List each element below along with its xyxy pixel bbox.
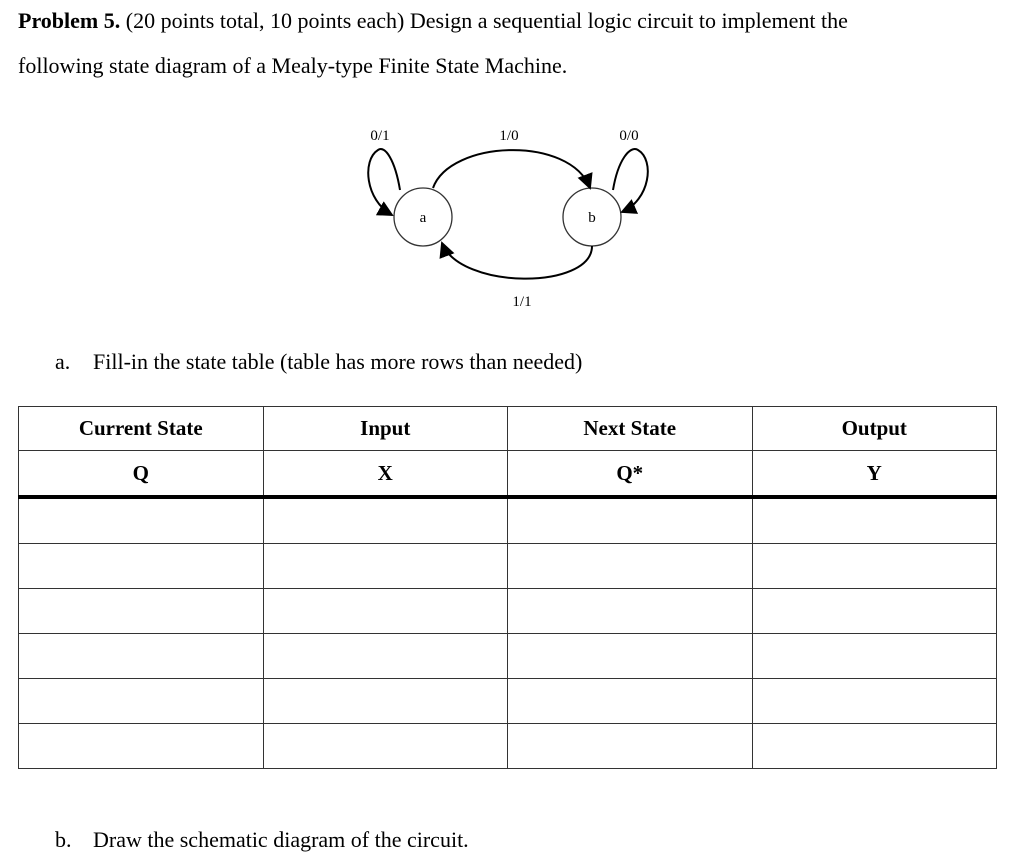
table-cell[interactable] [19,724,264,769]
table-cell[interactable] [263,724,508,769]
table-cell[interactable] [752,589,997,634]
table-cell[interactable] [19,679,264,724]
problem-line2: following state diagram of a Mealy-type Finite State Machine. [18,53,568,78]
header-output: Output [752,407,997,451]
part-a-marker: a. [55,349,71,374]
table-cell[interactable] [19,544,264,589]
symbol-y: Y [752,451,997,498]
label-b-a: 1/1 [512,294,532,310]
label-a-b: 1/0 [499,128,519,144]
table-cell[interactable] [508,544,753,589]
table-cell[interactable] [263,679,508,724]
table-cell[interactable] [752,634,997,679]
label-b-b: 0/0 [619,128,639,144]
part-b-text: Draw the schematic diagram of the circuit. [93,827,469,852]
self-loop-b [613,149,648,212]
header-current-state: Current State [19,407,264,451]
table-cell[interactable] [508,679,753,724]
table-cell[interactable] [752,724,997,769]
state-table [18,406,997,769]
state-a-label: a [419,210,427,226]
table-row [19,679,997,724]
problem-heading: Problem 5. [18,8,121,33]
table-cell[interactable] [19,589,264,634]
state-b-label: b [588,210,596,226]
header-next-state: Next State [508,407,753,451]
symbol-q-star: Q* [508,451,753,498]
problem-line1: (20 points total, 10 points each) Design a sequential logic circuit to implement the [120,8,848,33]
table-row [19,544,997,589]
table-cell[interactable] [263,497,508,544]
table-cell[interactable] [752,497,997,544]
table-cell[interactable] [508,634,753,679]
table-cell[interactable] [263,544,508,589]
label-a-a: 0/1 [370,128,390,144]
symbol-x: X [263,451,508,498]
table-row [19,634,997,679]
table-cell[interactable] [19,634,264,679]
table-cell[interactable] [263,634,508,679]
self-loop-a [368,149,400,215]
header-input: Input [263,407,508,451]
table-row [19,497,997,544]
table-row [19,589,997,634]
part-a-text: Fill-in the state table (table has more rows than needed) [93,349,583,374]
table-cell[interactable] [508,497,753,544]
state-diagram [0,0,1024,330]
symbol-q: Q [19,451,264,498]
part-b-marker: b. [55,827,72,852]
table-cell[interactable] [752,544,997,589]
table-cell[interactable] [263,589,508,634]
table-cell[interactable] [508,589,753,634]
table-cell[interactable] [19,497,264,544]
arc-a-to-b [433,150,590,188]
arc-b-to-a [442,243,592,279]
table-cell[interactable] [752,679,997,724]
table-row [19,724,997,769]
table-cell[interactable] [508,724,753,769]
